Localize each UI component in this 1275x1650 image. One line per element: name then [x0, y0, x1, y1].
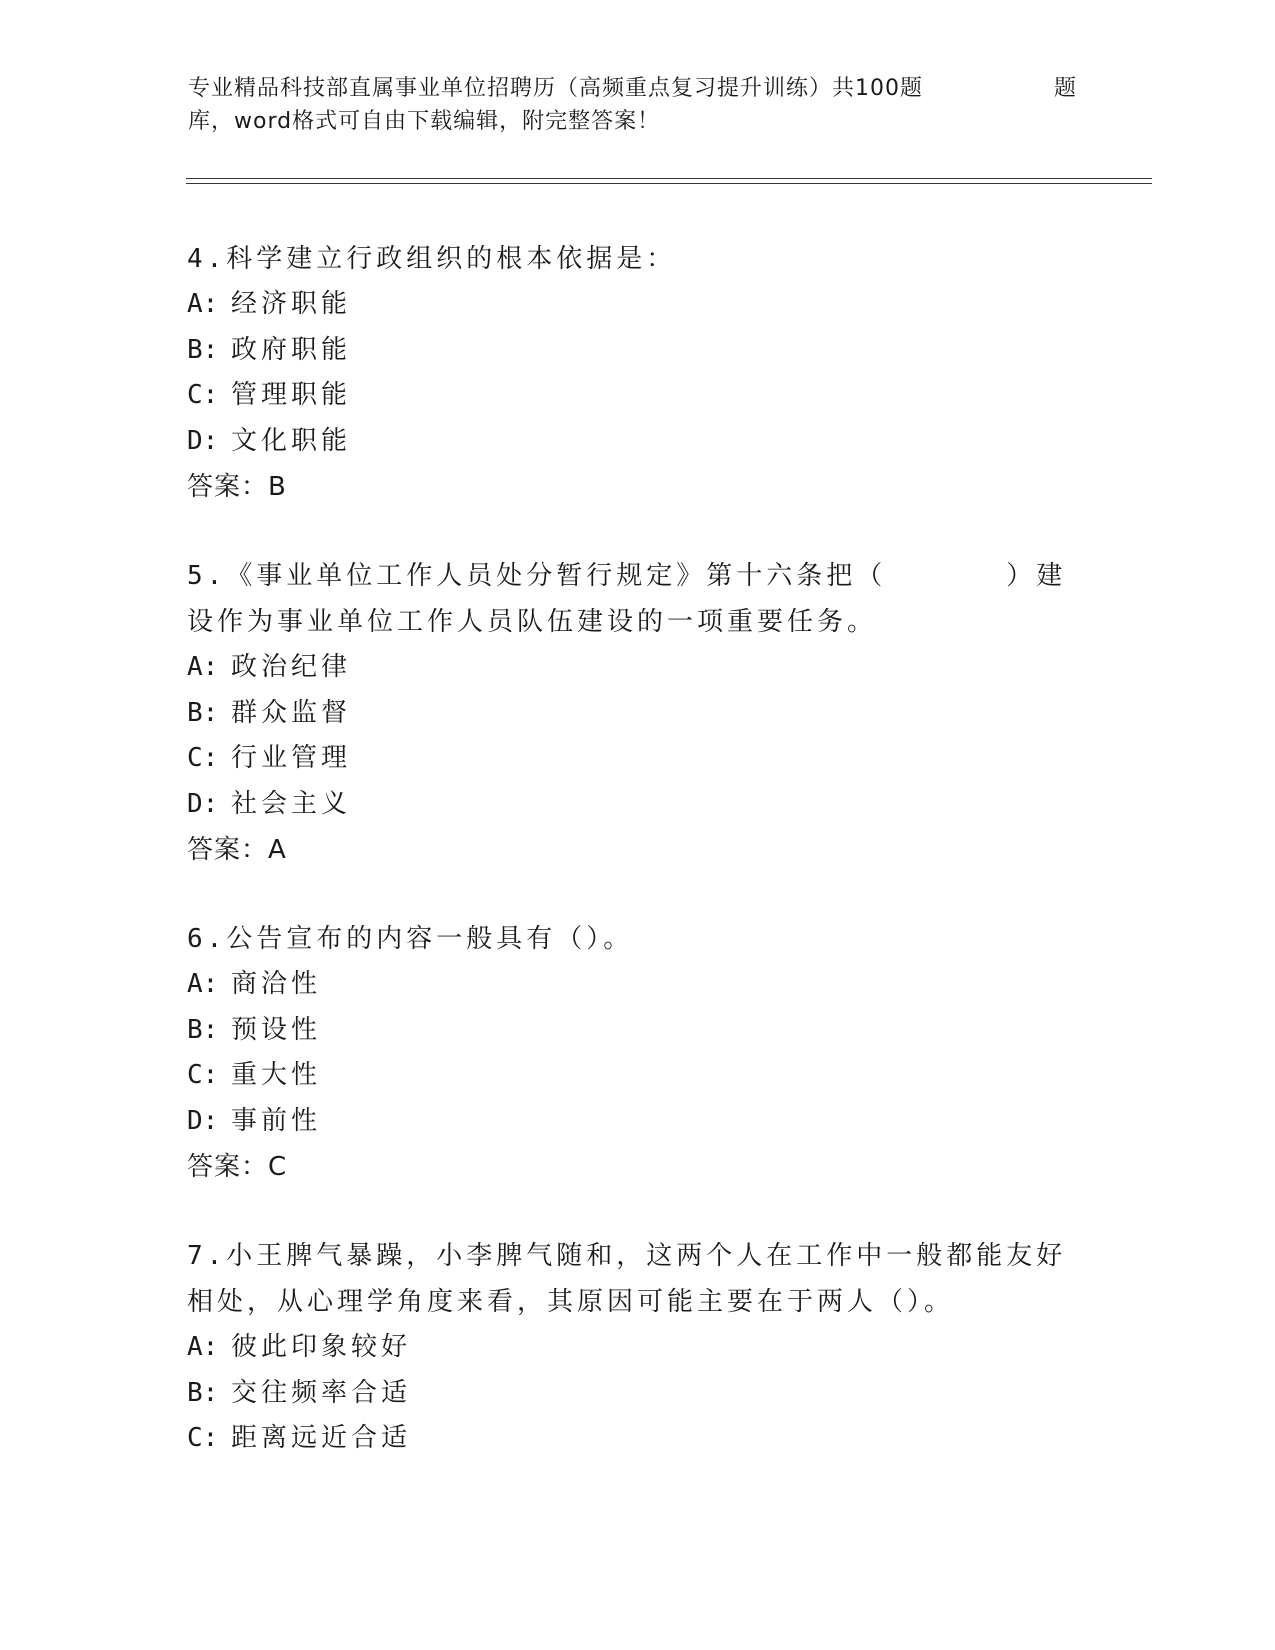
option-d [187, 419, 1087, 465]
option-b [187, 1371, 1087, 1417]
question-5 [187, 553, 1087, 873]
option-text: 事前性 [231, 1105, 322, 1136]
option-letter: A: [187, 969, 219, 999]
option-letter: D: [187, 788, 219, 819]
question-list [187, 236, 1087, 1505]
question-6 [187, 916, 1087, 1190]
option-c [187, 1416, 1087, 1462]
option-letter: B: [187, 1377, 219, 1408]
header-divider-top [186, 178, 1152, 179]
option-text: 距离远近合适 [231, 1423, 412, 1453]
answer-line: 答案：A [187, 835, 287, 865]
option-letter: A: [187, 289, 219, 319]
header-divider-bottom [186, 183, 1152, 184]
option-letter: C: [187, 743, 219, 773]
option-a [187, 282, 1087, 328]
option-c [187, 373, 1087, 419]
option-c [187, 1053, 1087, 1099]
option-letter: C: [187, 380, 219, 410]
answer-line: 答案：C [187, 1152, 288, 1182]
option-letter: C: [187, 1060, 219, 1090]
option-d [187, 782, 1087, 828]
option-d [187, 1099, 1087, 1145]
document-header [188, 72, 1088, 138]
option-text: 彼此印象较好 [231, 1332, 412, 1362]
option-letter: A: [187, 1332, 219, 1362]
option-text: 经济职能 [231, 289, 352, 319]
option-text: 预设性 [231, 1014, 322, 1045]
question-7 [187, 1233, 1087, 1462]
option-letter: D: [187, 1105, 219, 1136]
question-stem: 7.小王脾气暴躁，小李脾气随和，这两个人在工作中一般都能友好相处，从心理学角度来看，其原因可能主要在于两人（）。 [187, 1241, 1067, 1317]
option-b [187, 691, 1087, 737]
option-text: 群众监督 [231, 697, 352, 728]
answer-line: 答案：B [187, 472, 287, 502]
question-stem: 4.科学建立行政组织的根本依据是： [187, 244, 677, 274]
option-letter: D: [187, 425, 219, 456]
header-line-1 [188, 72, 1088, 105]
option-letter: B: [187, 334, 219, 365]
option-text: 社会主义 [231, 788, 352, 819]
option-text: 商洽性 [231, 969, 322, 999]
option-letter: A: [187, 652, 219, 682]
header-title: 专业精品科技部直属事业单位招聘历（高频重点复习提升训练）共100题 [188, 76, 923, 101]
option-a [187, 1325, 1087, 1371]
option-letter: B: [187, 1014, 219, 1045]
option-c [187, 736, 1087, 782]
option-text: 政府职能 [231, 334, 352, 365]
option-a [187, 962, 1087, 1008]
option-a [187, 645, 1087, 691]
header-title-tail: 题 [1054, 76, 1078, 101]
option-letter: C: [187, 1423, 219, 1453]
option-letter: B: [187, 697, 219, 728]
option-text: 行业管理 [231, 743, 352, 773]
option-text: 文化职能 [231, 425, 352, 456]
option-text: 管理职能 [231, 380, 352, 410]
option-text: 重大性 [231, 1060, 322, 1090]
option-text: 交往频率合适 [231, 1377, 412, 1408]
option-b [187, 328, 1087, 374]
option-b [187, 1008, 1087, 1054]
option-text: 政治纪律 [231, 652, 352, 682]
question-stem: 5.《事业单位工作人员处分暂行规定》第十六条把（ ）建设作为事业单位工作人员队伍建设的一项重要任务。 [187, 561, 1067, 637]
question-4 [187, 236, 1087, 510]
header-line-2: 库，word格式可自由下载编辑，附完整答案！ [188, 109, 661, 134]
question-stem: 6.公告宣布的内容一般具有（）。 [187, 924, 634, 954]
